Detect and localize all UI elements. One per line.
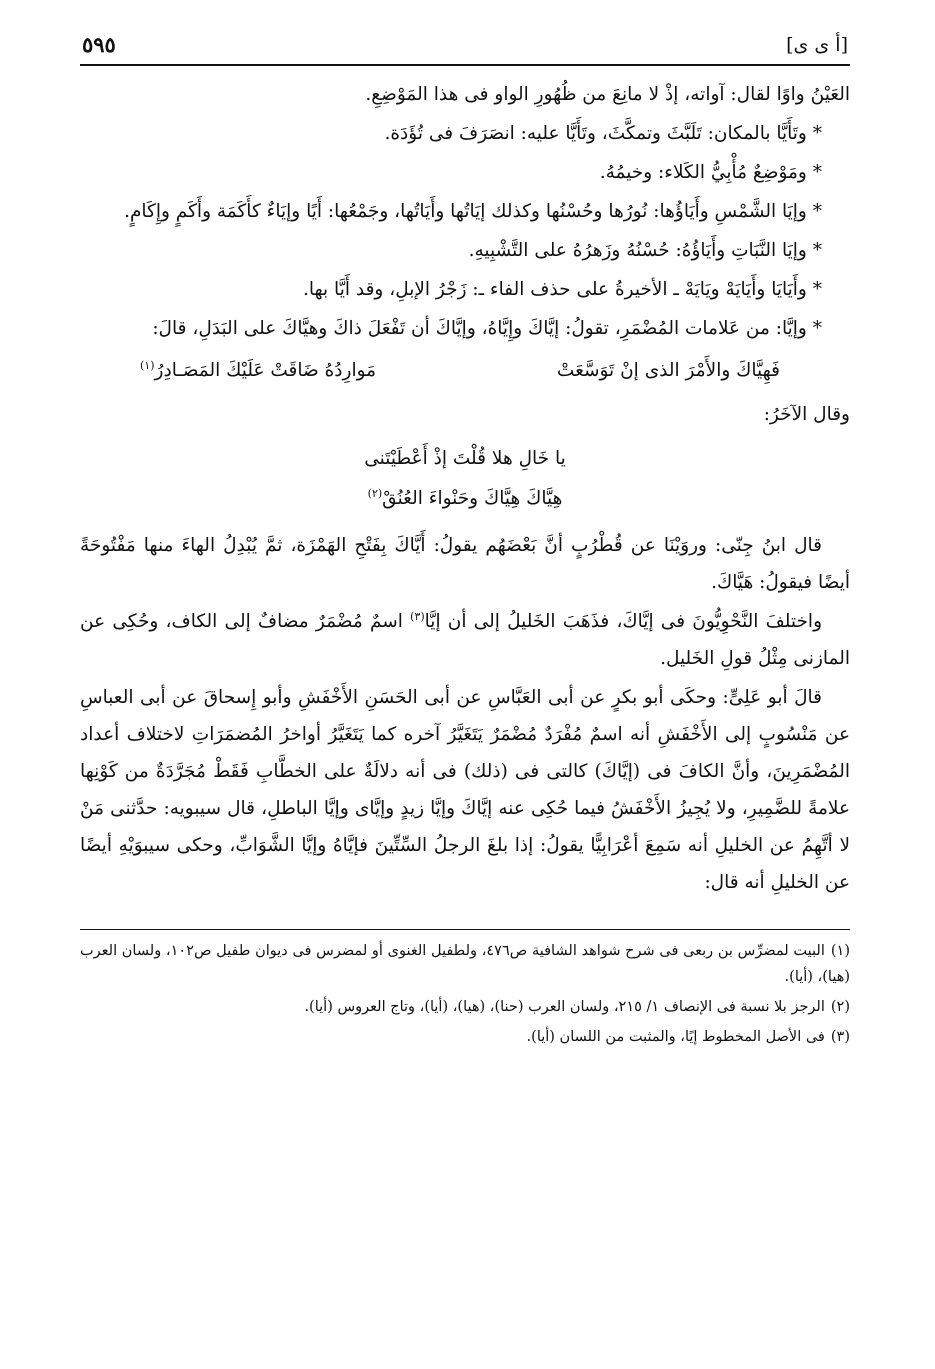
footnote-1-number: (١) [830,943,850,959]
qal-akhar-label: وقال الآخَرُ: [763,404,850,425]
entry-iya-nabat: * وإيَا النَّبَاتِ وأَيَاؤُهُ: حُسْنُهُ وزَهرُهُ على التَّشْبِيهِ. [468,240,822,261]
verse-2-line-1: يا خَالِ هلا قُلْتَ إذْ أَعْطَيْتَنى [364,448,566,469]
footnote-2 [80,994,850,1020]
header-rule [80,64,850,66]
paragraph-ibn-jinni: قال ابنُ جِنّى: وروَيْنَا عن قُطْرُبٍ أنَّ بَعْضَهُم يقولُ: أَيَّاكَ بِفَتْحِ الهَمْزَة، ثمَّ يُبْدِلُ الهاءَ منها مَفْتُوحَةً أيضًا فيقولُ: هَيَّاكَ. [80,535,850,593]
entry-mawdi: * ومَوْضِعٌ مُأْبِيُّ الكَلاء: وخيمُهُ. [599,162,822,183]
entry-iya-shams: * وإيَا الشَّمْسِ وأَيَاؤُها: نُورُها وحُسْنُها وكذلك إيَاتُها وأَيَاتُها، وجَمْعُها: أَيًا وإيَاءٌ كأَكَمَة وأَكَمٍ وإِكَامٍ. [124,201,822,222]
footnote-ref-2: (٢) [367,486,383,500]
paragraph-1: العَيْنُ واوًا لقال: آواته، إذْ لا مانِعَ من ظُهُورِ الواو فى هذا المَوْضِعِ. [365,84,850,105]
root-heading: [أ ى ى] [786,34,848,56]
page-number: ٥٩٥ [82,32,116,57]
footnote-ref-1: (١) [140,358,155,372]
paragraph-nahwiyyun-part-1: واختلفَ النَّحْوِيُّونَ فى إيَّاكَ، فذَهَبَ الخَليلُ إلى أن إيَّا [424,611,823,632]
paragraph-nahwiyyun-part-2: اسمٌ مُضْمَرٌ مضافٌ إلى الكاف، وحُكِى عن المازنى مِثْلُ قولِ الخَليل. [80,611,850,669]
footnote-2-text: الرجز بلا نسبة فى الإنصاف ١/ ٢١٥، ولسان العرب (حنا)، (هيا)، (أيا)، وتاج العروس (أيا). [304,999,825,1015]
verse-1-first-hemistich: فَهِيَّاكَ والأَمْرَ الذى إنْ تَوَسَّعَتْ [556,360,780,381]
entry-iyya: * وإيَّا: من عَلامات المُضْمَرِ، تقولُ: إيَّاكَ وإِيَّاهُ، وإيَّاكَ أن تَفْعَلَ ذاكَ وهيَّاكَ على البَدَلِ، قالَ: [152,318,822,339]
footnote-2-number: (٢) [830,999,850,1015]
footnote-rule [80,929,850,930]
verse-2-line-2: هِيَّاكَ هِيَّاكَ وحَنْواءَ العُنُقْ [382,488,563,509]
paragraph-abu-ali: قالَ أبو عَلِىٍّ: وحكَى أبو بكرٍ عن أبى العَبَّاسِ عن أبى الحَسَنِ الأَخْفَشِ وأبو إِسحاقَ عن أبى العباسِ عن مَنْسُوبٍ إلى الأَخْفَشِ أنه اسمٌ مُفْرَدٌ مُضْمَرٌ يَتَغَيَّرُ آخره كما يَتَغَيَّرُ أواخرُ المُضمَرَاتِ لاختلاف أعداد المُضْمَرِينَ، وأنَّ الكافَ فى (إيَّاكَ) كالتى فى (ذلك) فى أنه دلالَةٌ على الخطَّابِ فَقَطْ مُجَرَّدَةٌ من كَوْنِها علامةً للضَّمِيرِ، ولا يُجِيزُ الأَخْفَشُ فيما حُكِى عنه إيَّاكَ وإيَّا زيدٍ وإيَّاى وإيَّا الباطلِ، قال سيبويه: حدَّثنى مَنْ لا أتَّهِمُ عن الخليلِ أنه سَمِعَ أعْرَابِيًّا يقولُ: إذا بلغَ الرجلُ السِّتِّينَ فإيَّاهُ وإيَّا الشَّوَابِّ، وحكى سيبوَيْهِ أيضًا عن الخليلِ أنه قال: [80,687,850,893]
verse-1-second-hemistich: مَوارِدُهُ ضَاقَتْ عَلَيْكَ المَصَـادِرُ [154,360,377,381]
verse-1-second-hemistich-wrap [140,351,376,391]
paragraph-nahwiyyun [80,603,850,677]
verse-1 [80,351,850,391]
verse-2-line-2-wrap [80,479,850,519]
footnote-ref-3: (٣) [410,609,425,623]
verse-2 [80,439,850,519]
entry-tayya: * وتَأَيَّا بالمكان: تَلَبَّثَ وتمكَّثَ، وتَأَيَّا عليه: انصَرَفَ فى تُؤَدَة. [384,123,822,144]
footnote-3-text: فى الأصل المخطوط إيًا، والمثبت من اللسان (أيا). [526,1029,825,1045]
book-page [80,28,850,1054]
footnote-3 [80,1024,850,1050]
footnote-3-number: (٣) [830,1029,850,1045]
footnote-1 [80,938,850,990]
page-header [80,28,850,64]
footnotes [80,938,850,1050]
footnote-1-text: البيت لمضرِّس بن ربعى فى شرح شواهد الشافية ص٤٧٦، ولطفيل الغنوى أو لمضرس فى ديوان طفيل ص١٠٢، ولسان العرب (هيا)، (أيا). [80,943,850,985]
entry-ayaya: * وأَيَايَا وأَيَايَهْ ويَايَهْ ـ الأخيرةُ على حذف الفاء ـ: زَجْرُ الإبلِ، وقد أَيَّا بها. [302,279,822,300]
